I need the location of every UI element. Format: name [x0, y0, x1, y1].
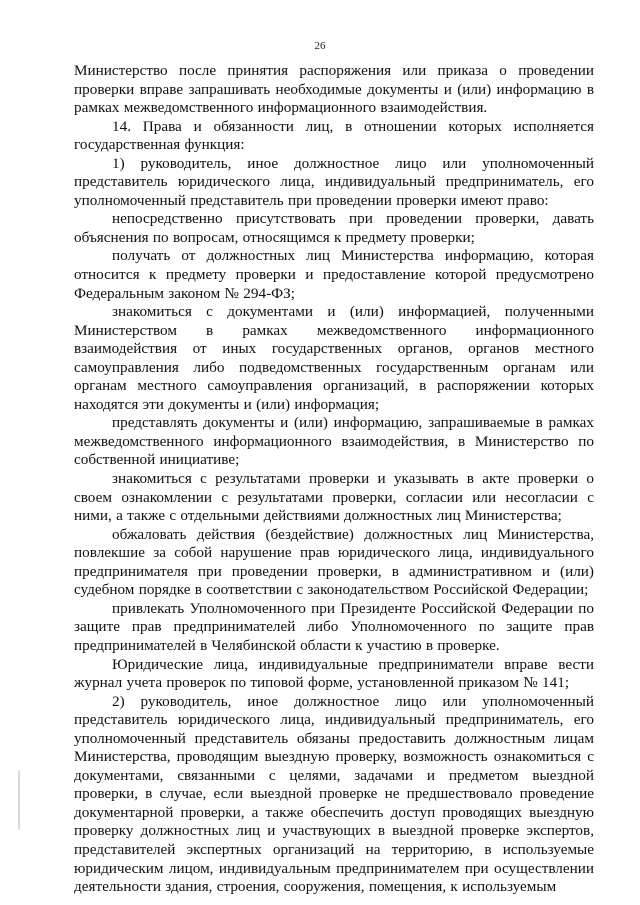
- paragraph: обжаловать действия (бездействие) должностных лиц Министерства, повлекшие за собой нарушение прав юридического лица, индивидуального предпринимателя при проведении проверки, в административном и (или) судебном порядке в соответствии с законодательством Российской Федерации;: [74, 525, 594, 599]
- scan-edge-mark: [18, 770, 20, 830]
- paragraph: Министерство после принятия распоряжения или приказа о проведении проверки вправе запрашивать необходимые документы и (или) информацию в рамках межведомственного информационного взаимодействия.: [74, 62, 594, 117]
- paragraph: 1) руководитель, иное должностное лицо или уполномоченный представитель юридического лица, индивидуальный предприниматель, его уполномоченный представитель при проведении проверки имеют право:: [74, 154, 594, 209]
- paragraph: непосредственно присутствовать при проведении проверки, давать объяснения по вопросам, относящимся к предмету проверки;: [74, 210, 594, 246]
- document-body: [74, 62, 594, 897]
- paragraph: 2) руководитель, иное должностное лицо или уполномоченный представитель юридического лица, индивидуальный предприниматель, его уполномоченный представитель обязаны предоставить должностным лицам Министерства, проводящим выездную проверку, возможность ознакомиться с документами, связанными с целями, задачами и предметом выездной проверки, в случае, если выездной проверке не предшествовало проведение документарной проверки, а также обеспечить доступ проводящих выездную проверку должностных лиц и участвующих в выездной проверке экспертов, представителей экспертных организаций на территорию, в используемые юридическим лицом, индивидуальным предпринимателем при осуществлении деятельности здания, строения, сооружения, помещения, к используемым: [74, 692, 594, 896]
- paragraph: представлять документы и (или) информацию, запрашиваемые в рамках межведомственного информационного взаимодействия, в Министерство по собственной инициативе;: [74, 414, 594, 469]
- paragraph: 14. Права и обязанности лиц, в отношении которых исполняется государственная функция:: [74, 117, 594, 154]
- paragraph: привлекать Уполномоченного при Президенте Российской Федерации по защите прав предпринимателей либо Уполномоченного по защите прав предпринимателей в Челябинской области к участию в проверке.: [74, 599, 594, 654]
- page-number: 26: [314, 40, 326, 52]
- paragraph: знакомиться с документами и (или) информацией, полученными Министерством в рамках межведомственного информационного взаимодействия от иных государственных органов, органов местного самоуправления либо подведомственных государственным органам или органам местного самоуправления организаций, в распоряжении которых находятся эти документы и (или) информация;: [74, 303, 594, 413]
- paragraph: Юридические лица, индивидуальные предприниматели вправе вести журнал учета проверок по типовой форме, установленной приказом № 141;: [74, 655, 594, 692]
- paragraph: знакомиться с результатами проверки и указывать в акте проверки о своем ознакомлении с результатами проверки, согласии или несогласии с ними, а также с отдельными действиями должностных лиц Министерства;: [74, 470, 594, 525]
- paragraph: получать от должностных лиц Министерства информацию, которая относится к предмету проверки и предоставление которой предусмотрено Федеральным законом № 294-ФЗ;: [74, 247, 594, 302]
